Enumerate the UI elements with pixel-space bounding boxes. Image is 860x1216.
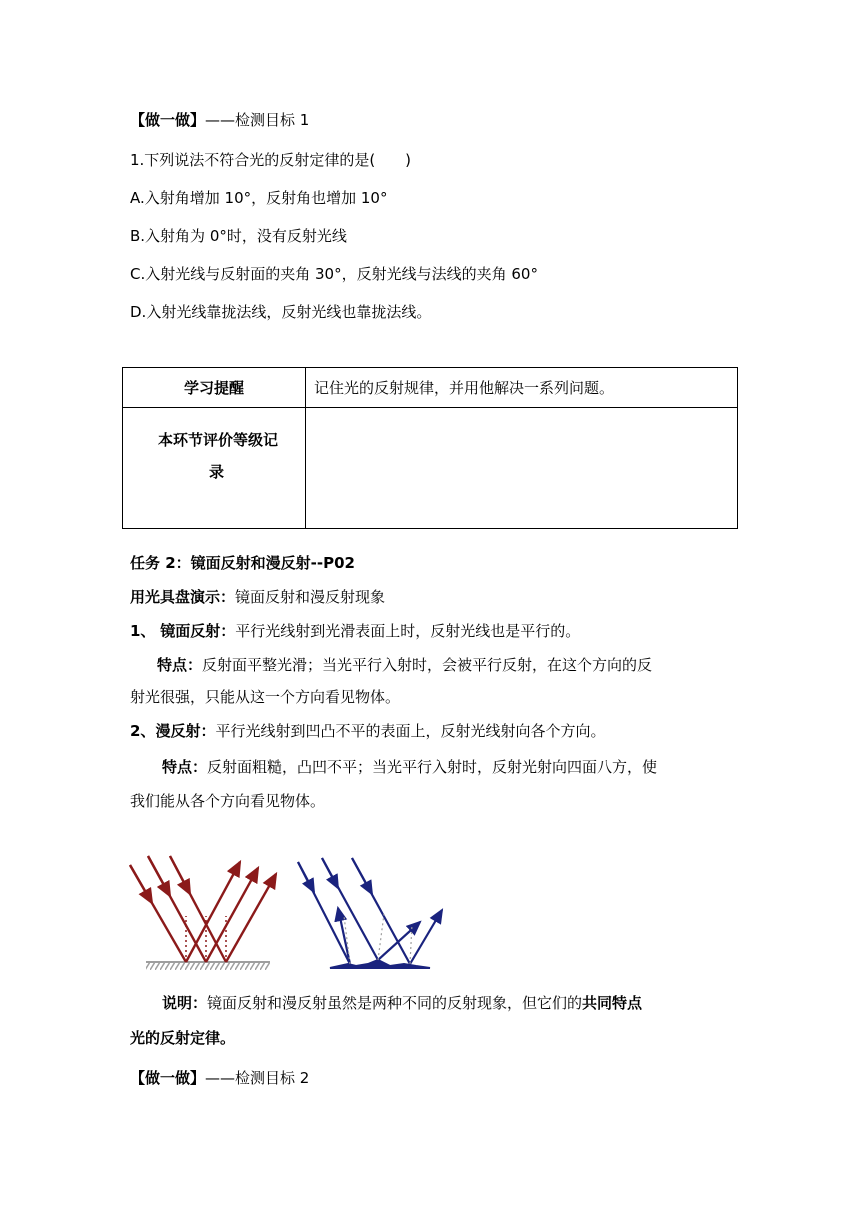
incident-arrow [298, 862, 314, 892]
option-a: A.入射角增加 10°，反射角也增加 10° [130, 189, 388, 207]
option-c: C.入射光线与反射面的夹角 30°，反射光线与法线的夹角 60° [130, 265, 538, 283]
incident-rays [130, 856, 226, 962]
task2-title: 任务 2：镜面反射和漫反射--P02 [130, 554, 355, 572]
diffuse-incident-rays [298, 858, 410, 964]
evaluation-record-value[interactable] [306, 408, 738, 529]
item2-feature-line2: 我们能从各个方向看见物体。 [130, 792, 326, 810]
assessment-table [122, 367, 738, 529]
demo-line [130, 587, 385, 607]
item2-line [130, 721, 605, 741]
item2-term: 漫反射： [155, 722, 216, 740]
reflected-ray [226, 874, 276, 962]
reflected-ray [338, 908, 350, 964]
item2-feature-line1 [162, 757, 657, 777]
reflection-diagram [0, 850, 860, 980]
option-b: B.入射角为 0°时，没有反射光线 [130, 227, 347, 245]
item1-def: 平行光线射到光滑表面上时，反射光线也是平行的。 [235, 622, 581, 640]
item2-num: 2、 [130, 722, 156, 740]
normal-line [378, 914, 384, 960]
item1-feature-label: 特点： [157, 656, 203, 674]
item1-feature-line1 [157, 655, 652, 675]
evaluation-record-label [123, 408, 306, 529]
option-d: D.入射光线靠拢法线，反射光线也靠拢法线。 [130, 303, 432, 321]
dash: —— [205, 111, 236, 129]
item1-num: 1、 [130, 622, 156, 640]
dash: —— [205, 1069, 236, 1087]
evaluation-record-label-line1: 本环节评价等级记 [157, 431, 278, 449]
item1-feature-text: 反射面平整光滑；当光平行入射时，会被平行反射，在这个方向的反 [202, 656, 653, 674]
incident-arrow [130, 865, 152, 903]
demo-text: 镜面反射和漫反射现象 [235, 588, 386, 606]
rough-surface [330, 960, 430, 968]
reflected-ray [378, 922, 420, 960]
item2-feature-text: 反射面粗糙，凸凹不平；当光平行入射时，反射光射向四面八方，使 [207, 758, 658, 776]
incident-arrow [352, 858, 372, 894]
goal-text: 检测目标 1 [235, 111, 310, 129]
zuoyizuo-heading-2 [130, 1068, 309, 1088]
question-stem: 1.下列说法不符合光的反射定律的是( ) [130, 151, 412, 169]
goal-text: 检测目标 2 [235, 1069, 310, 1087]
note-line1 [162, 993, 642, 1013]
incident-arrow [148, 856, 170, 896]
note-emph: 共同特点 [582, 994, 643, 1012]
reflected-ray [206, 868, 258, 962]
incident-arrow [170, 856, 190, 894]
specular-reflection-figure [130, 856, 276, 970]
note-label: 说明： [162, 994, 208, 1012]
zuoyizuo-label: 【做一做】 [130, 1069, 206, 1087]
mirror-surface [146, 962, 270, 970]
note-text: 镜面反射和漫反射虽然是两种不同的反射现象，但它们的 [207, 994, 583, 1012]
zuoyizuo-label: 【做一做】 [130, 111, 206, 129]
diffuse-reflection-figure [298, 858, 442, 968]
item2-feature-label: 特点： [162, 758, 208, 776]
evaluation-record-label-line2: 录 [209, 463, 225, 481]
reflected-ray [410, 910, 442, 964]
demo-label: 用光具盘演示： [130, 588, 236, 606]
note-line2: 光的反射定律。 [130, 1029, 236, 1047]
item1-line [130, 621, 580, 641]
incident-arrow [322, 858, 338, 888]
item1-term: 镜面反射： [160, 622, 236, 640]
item1-feature-line2: 射光很强，只能从这一个方向看见物体。 [130, 688, 401, 706]
study-reminder-label: 学习提醒 [123, 368, 306, 408]
zuoyizuo-heading-1 [130, 110, 309, 130]
item2-def: 平行光线射到凹凸不平的表面上，反射光线射向各个方向。 [215, 722, 606, 740]
study-reminder-value: 记住光的反射规律，并用他解决一系列问题。 [306, 368, 738, 408]
